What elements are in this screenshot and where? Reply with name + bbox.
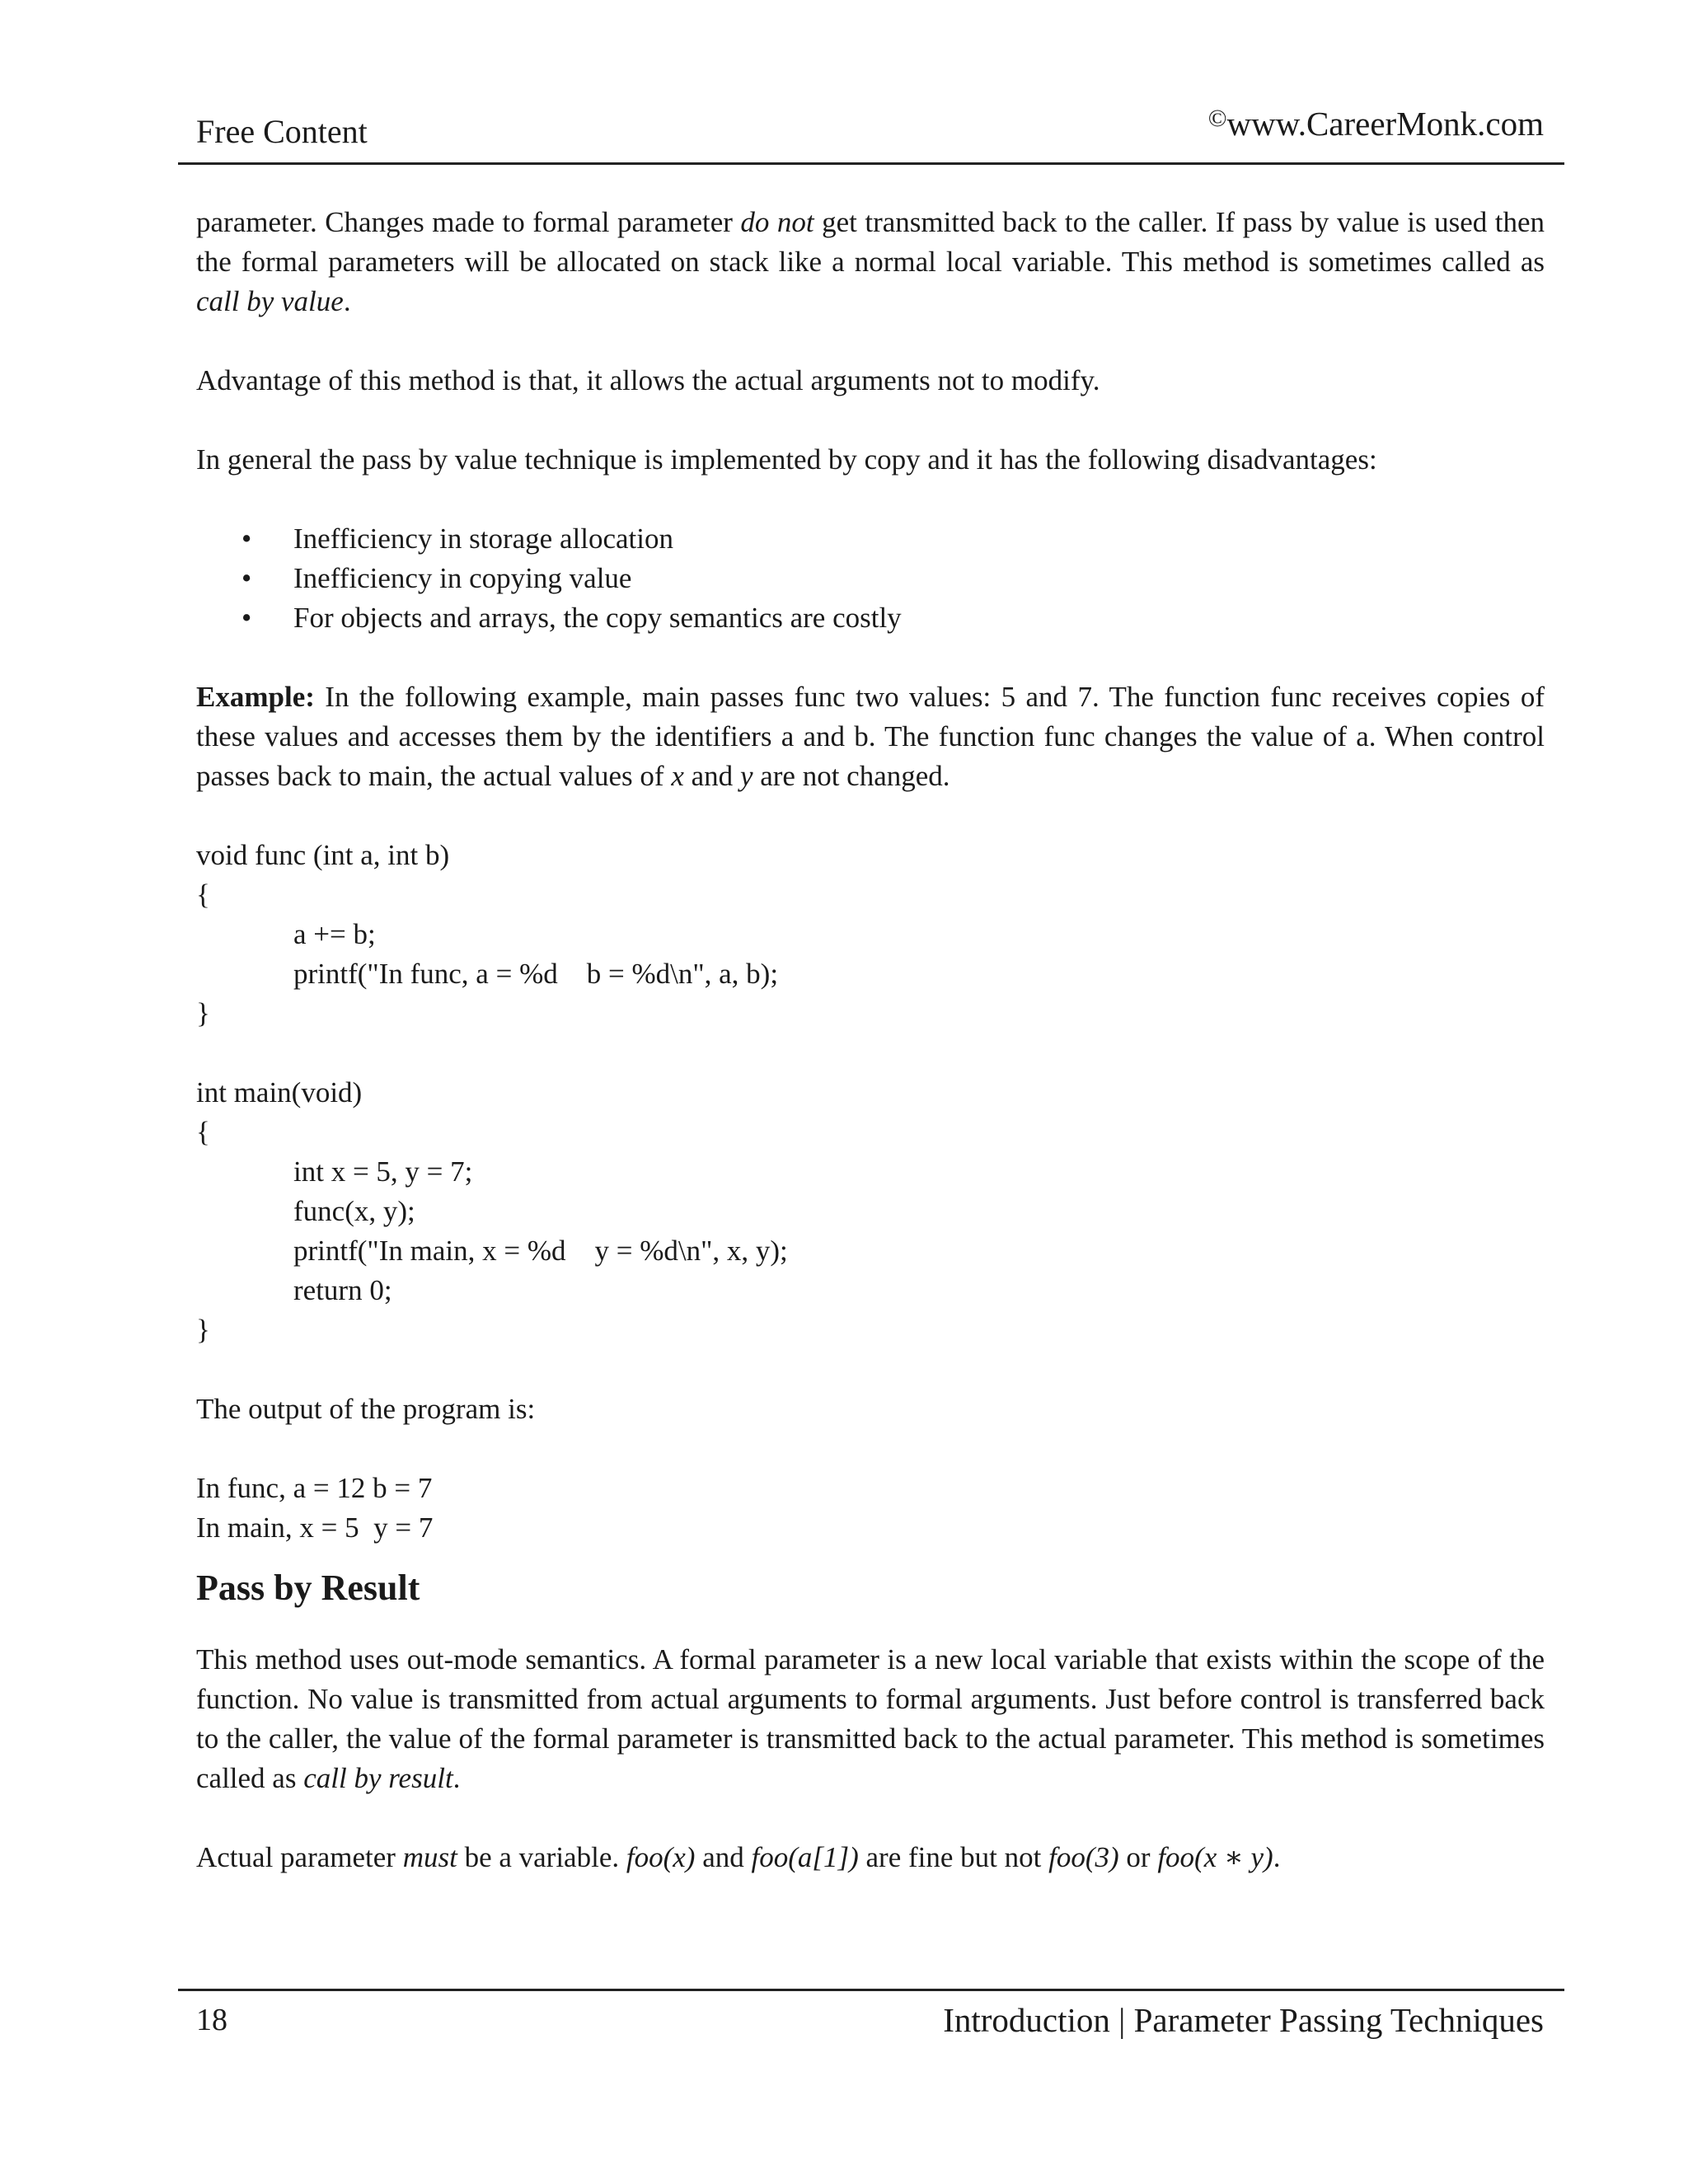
header-rule xyxy=(178,162,1564,165)
paragraph-disadvantages-intro: In general the pass by value technique is implemented by copy and it has the following disadvantages: xyxy=(196,443,1377,476)
math-variable: x xyxy=(671,760,684,792)
list-item xyxy=(196,559,1545,598)
italic-text: must xyxy=(402,1841,457,1873)
paragraph-actual-parameter xyxy=(196,1838,1545,1877)
code-line: { xyxy=(196,879,210,911)
bullet-icon: • xyxy=(241,602,252,634)
code-block xyxy=(196,836,1545,1350)
copyright-symbol: © xyxy=(1207,105,1227,132)
italic-text: call by result xyxy=(303,1762,453,1794)
text-run: Actual parameter xyxy=(196,1841,403,1873)
text-run: and xyxy=(695,1841,752,1873)
code-line: void func (int a, int b) xyxy=(196,839,450,871)
code-line: int main(void) xyxy=(196,1076,363,1108)
bullet-icon: • xyxy=(241,523,252,555)
paragraph-pass-by-result xyxy=(196,1640,1545,1798)
page-number: 18 xyxy=(196,2003,227,2037)
footer-section-title: Introduction | Parameter Passing Techniques xyxy=(943,2001,1544,2039)
text-run: . xyxy=(343,285,351,317)
list-item xyxy=(196,598,1545,638)
math-expression: foo(x) xyxy=(626,1841,696,1873)
list-item-text: Inefficiency in copying value xyxy=(293,562,632,594)
output-line: In func, a = 12 b = 7 xyxy=(196,1472,433,1504)
math-expression: foo(a[1]) xyxy=(751,1841,859,1873)
text-run: In the following example, main passes func two values: 5 and 7. The function func receives copies of these values and accesses them by the identifiers a and b. The function func changes the value of a. When control passes back to main, the actual values of xyxy=(196,681,1545,792)
text-run: and xyxy=(683,760,740,792)
list-item xyxy=(196,519,1545,559)
text-run: . xyxy=(1273,1841,1281,1873)
paragraph-output-intro: The output of the program is: xyxy=(196,1393,536,1425)
list-item-text: For objects and arrays, the copy semantics are costly xyxy=(293,602,902,634)
page-body xyxy=(196,203,1545,1877)
code-line: } xyxy=(196,1314,210,1346)
code-line: printf("In main, x = %d y = %d\n", x, y); xyxy=(293,1235,788,1267)
code-line: a += b; xyxy=(293,918,376,950)
output-line: In main, x = 5 y = 7 xyxy=(196,1511,434,1544)
section-heading: Pass by Result xyxy=(196,1568,420,1608)
math-expression: foo(3) xyxy=(1048,1841,1119,1873)
code-line: } xyxy=(196,997,210,1029)
example-label: Example: xyxy=(196,681,315,713)
paragraph-advantage: Advantage of this method is that, it allows the actual arguments not to modify. xyxy=(196,364,1100,396)
footer-rule xyxy=(178,1989,1564,1991)
math-variable: y xyxy=(739,760,753,792)
italic-text: call by value xyxy=(196,285,344,317)
text-run: are not changed. xyxy=(753,760,950,792)
text-run: are fine but not xyxy=(858,1841,1049,1873)
code-line: func(x, y); xyxy=(293,1195,415,1227)
code-line: printf("In func, a = %d b = %d\n", a, b); xyxy=(293,958,779,990)
text-run: be a variable. xyxy=(457,1841,626,1873)
code-line: return 0; xyxy=(293,1274,392,1306)
code-line: { xyxy=(196,1116,210,1148)
header-site xyxy=(1208,104,1544,143)
paragraph-example xyxy=(196,677,1545,796)
math-expression: foo(x ∗ y) xyxy=(1157,1841,1273,1873)
code-line: int x = 5, y = 7; xyxy=(293,1155,473,1188)
text-run: get transmitted back to the caller. If pass by value is used then the formal parameters will be allocated on stack like a normal local variable. This method is sometimes called as xyxy=(196,206,1545,278)
text-run: This method uses out-mode semantics. A formal parameter is a new local variable that exists within the scope of the function. No value is transmitted from actual arguments to formal arguments. Just before control is transferred back to the caller, the value of the formal parameter is transmitted back to the actual parameter. This method is sometimes called as xyxy=(196,1643,1545,1794)
text-run: . xyxy=(452,1762,461,1794)
list-item-text: Inefficiency in storage allocation xyxy=(293,523,673,555)
header-left-text: Free Content xyxy=(196,113,368,150)
text-run: parameter. Changes made to formal parameter xyxy=(196,206,741,238)
header-site-url: www.CareerMonk.com xyxy=(1226,105,1544,143)
paragraph-pass-by-value xyxy=(196,203,1545,321)
text-run: or xyxy=(1118,1841,1158,1873)
disadvantages-list xyxy=(196,519,1545,638)
italic-text: do not xyxy=(740,206,814,238)
bullet-icon: • xyxy=(241,562,252,594)
